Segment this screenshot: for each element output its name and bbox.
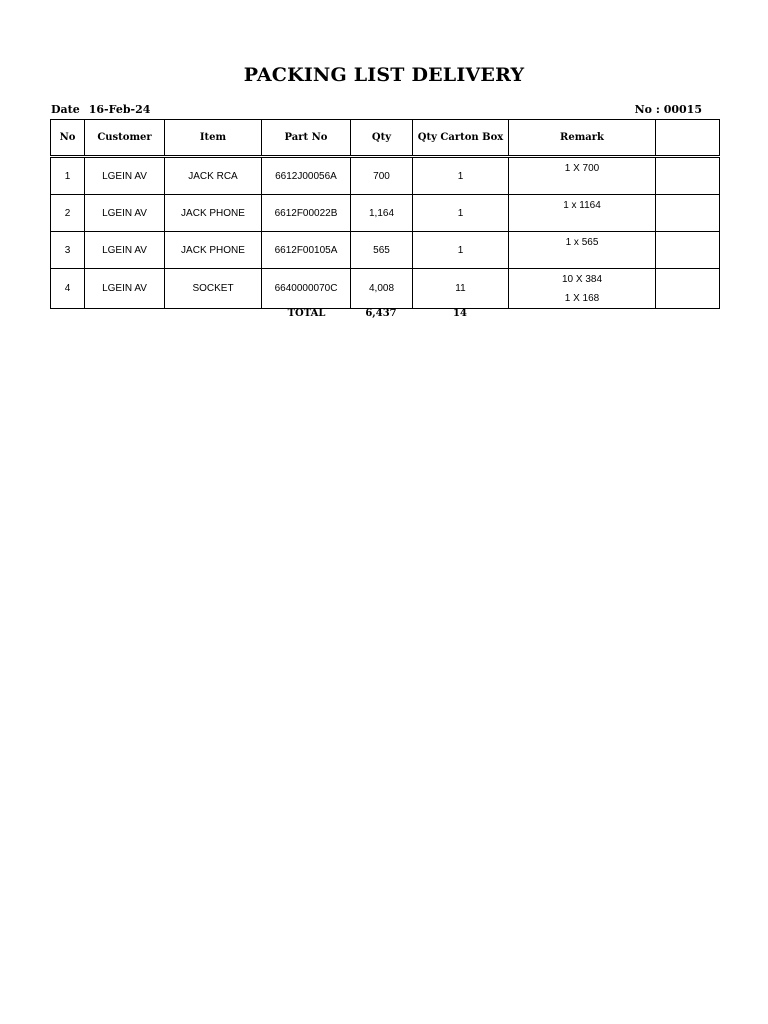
cell-carton: 1 xyxy=(413,195,509,232)
header-item: Item xyxy=(165,120,262,157)
cell-qty: 1,164 xyxy=(351,195,413,232)
page-title: PACKING LIST DELIVERY xyxy=(243,64,525,86)
cell-customer: LGEIN AV xyxy=(85,269,165,309)
table-row xyxy=(51,269,720,309)
cell-customer: LGEIN AV xyxy=(85,232,165,269)
cell-extra xyxy=(656,195,720,232)
total-carton: 14 xyxy=(453,308,467,319)
remark-line: 10 X 384 xyxy=(561,274,603,285)
total-label: TOTAL xyxy=(287,308,326,319)
cell-qty: 700 xyxy=(351,157,413,195)
packing-list-table xyxy=(50,119,720,309)
header-remark: Remark xyxy=(509,120,656,157)
header-customer: Customer xyxy=(85,120,165,157)
cell-customer: LGEIN AV xyxy=(85,195,165,232)
remark-line: 1 X 700 xyxy=(564,163,600,174)
date-label: Date xyxy=(51,103,80,116)
remark-line: 1 x 1164 xyxy=(563,200,601,211)
cell-customer: LGEIN AV xyxy=(85,157,165,195)
header-row xyxy=(51,120,720,157)
cell-item: JACK PHONE xyxy=(165,232,262,269)
cell-no: 4 xyxy=(51,269,85,309)
cell-extra xyxy=(656,232,720,269)
cell-item: JACK PHONE xyxy=(165,195,262,232)
date-value: 16-Feb-24 xyxy=(88,103,151,116)
cell-no: 2 xyxy=(51,195,85,232)
header-no: No xyxy=(51,120,85,157)
cell-remark xyxy=(509,157,656,195)
remark-line: 1 x 565 xyxy=(565,237,599,248)
cell-carton: 1 xyxy=(413,232,509,269)
document-number: No : 00015 xyxy=(634,103,702,116)
cell-extra xyxy=(656,157,720,195)
cell-part-no: 6612J00056A xyxy=(262,157,351,195)
cell-remark xyxy=(509,269,656,309)
cell-remark xyxy=(509,232,656,269)
cell-carton: 11 xyxy=(413,269,509,309)
cell-remark xyxy=(509,195,656,232)
cell-qty: 4,008 xyxy=(351,269,413,309)
header-part-no: Part No xyxy=(262,120,351,157)
cell-part-no: 6612F00105A xyxy=(262,232,351,269)
cell-item: JACK RCA xyxy=(165,157,262,195)
cell-extra xyxy=(656,269,720,309)
cell-qty: 565 xyxy=(351,232,413,269)
table-row xyxy=(51,232,720,269)
cell-carton: 1 xyxy=(413,157,509,195)
header-extra xyxy=(656,120,720,157)
date-block xyxy=(51,103,150,116)
table-row xyxy=(51,195,720,232)
cell-no: 3 xyxy=(51,232,85,269)
table-row xyxy=(51,157,720,195)
total-qty: 6,437 xyxy=(365,308,397,319)
header-qty: Qty xyxy=(351,120,413,157)
remark-line: 1 X 168 xyxy=(564,293,600,304)
cell-part-no: 6640000070C xyxy=(262,269,351,309)
cell-item: SOCKET xyxy=(165,269,262,309)
cell-part-no: 6612F00022B xyxy=(262,195,351,232)
header-qty-carton-box: Qty Carton Box xyxy=(413,120,509,157)
cell-no: 1 xyxy=(51,157,85,195)
